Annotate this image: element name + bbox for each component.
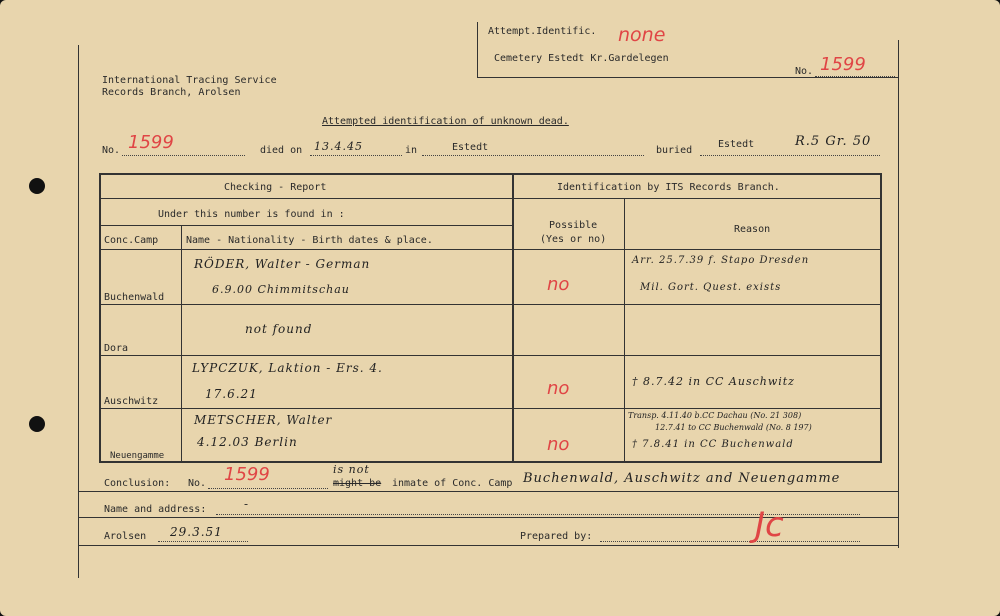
form-title: Attempted identification of unknown dead.	[322, 116, 569, 127]
conclusion-no-label: No.	[188, 478, 207, 489]
row-3-camp: Auschwitz	[104, 396, 159, 407]
col-sep-possible	[624, 199, 625, 462]
buried-value: Estedt	[718, 139, 755, 150]
row-3-birth: 17.6.21	[205, 387, 258, 401]
row-1-reason-2: Mil. Gort. Quest. exists	[640, 282, 782, 293]
header-rule-2	[99, 225, 512, 226]
row-3-name: LYPCZUK, Laktion - Ers. 4.	[192, 361, 383, 375]
punch-hole-bottom	[29, 416, 45, 432]
table-mid-split	[512, 173, 514, 463]
buried-label: buried	[656, 145, 693, 156]
conclusion-struck: might be	[333, 478, 382, 489]
attempt-label: Attempt.Identific.	[488, 26, 597, 37]
date-value: 29.3.51	[170, 525, 223, 539]
cemetery-label: Cemetery Estedt Kr.Gardelegen	[494, 53, 669, 64]
conclusion-rule	[78, 491, 898, 492]
name-address-label: Name and address:	[104, 504, 207, 515]
col-sep-camp	[181, 225, 182, 462]
record-no-value: 1599	[128, 132, 174, 153]
row-4-name: METSCHER, Walter	[194, 413, 333, 427]
conclusion-inserted: is not	[333, 463, 370, 476]
org-line-2: Records Branch, Arolsen	[102, 87, 241, 98]
row-1-reason-1: Arr. 25.7.39 f. Stapo Dresden	[632, 255, 810, 266]
row-4-reason-2: † 7.8.41 in CC Buchenwald	[632, 439, 794, 450]
row-2-camp: Dora	[104, 343, 129, 354]
buried-dots	[700, 155, 880, 156]
row-3-reason-1: † 8.7.42 in CC Auschwitz	[632, 375, 795, 388]
found-in-header: Under this number is found in :	[158, 209, 345, 220]
table-top	[99, 173, 882, 175]
header-box-bottom	[477, 77, 898, 78]
col-possible-header: Possible (Yes or no)	[540, 220, 607, 245]
row-1-name: RÖDER, Walter - German	[194, 257, 371, 271]
attempt-value: none	[618, 24, 666, 46]
col-name-header: Name - Nationality - Birth dates & place.	[186, 235, 433, 246]
row-4-possible: no	[547, 434, 570, 455]
in-label: in	[405, 145, 418, 156]
prepared-label: Prepared by:	[520, 531, 593, 542]
row-4-camp: Neuengamme	[110, 451, 165, 461]
row-4-reason-1b: 12.7.41 to CC Buchenwald (No. 8 197)	[655, 423, 812, 432]
prepared-dots	[600, 541, 860, 542]
in-dots	[422, 155, 644, 156]
left-border	[78, 45, 79, 578]
conclusion-no-dots	[208, 488, 328, 489]
conclusion-rest: inmate of Conc. Camp	[392, 478, 513, 489]
header-box-left	[477, 22, 478, 77]
died-value: 13.4.45	[314, 140, 363, 153]
row-rule-3	[99, 408, 882, 409]
row-4-reason-1: Transp. 4.11.40 b.CC Dachau (No. 21 308)	[628, 411, 802, 420]
row-4-birth: 4.12.03 Berlin	[197, 435, 298, 449]
header-no-label: No.	[795, 66, 814, 77]
header-no-dots	[815, 76, 895, 77]
conclusion-label: Conclusion:	[104, 478, 171, 489]
header-rule-1	[99, 198, 512, 199]
conclusion-no-value: 1599	[224, 464, 270, 485]
table-bottom	[99, 461, 882, 463]
name-address-value: -	[244, 497, 250, 511]
row-rule-2	[99, 355, 882, 356]
identification-header: Identification by ITS Records Branch.	[557, 182, 780, 193]
row-2-name: not found	[245, 322, 313, 336]
conclusion-camps: Buchenwald, Auschwitz and Neuengamme	[523, 471, 841, 486]
row-3-possible: no	[547, 378, 570, 399]
place-label: Arolsen	[104, 531, 147, 542]
prepared-initials: Jc	[755, 505, 784, 545]
row-rule-1	[99, 304, 882, 305]
died-dots	[310, 155, 402, 156]
org-line-1: International Tracing Service	[102, 75, 277, 86]
punch-hole-top	[29, 178, 45, 194]
table-right	[880, 173, 882, 463]
col-camp-header: Conc.Camp	[104, 235, 159, 246]
col-reason-header: Reason	[734, 224, 771, 235]
table-left	[99, 173, 101, 463]
date-dots	[158, 541, 248, 542]
header-rule-1b	[514, 198, 880, 199]
record-no-dots	[122, 155, 245, 156]
prepared-rule	[78, 545, 898, 546]
row-1-birth: 6.9.00 Chimmitschau	[212, 283, 350, 296]
grave-value: R.5 Gr. 50	[795, 134, 872, 149]
row-1-possible: no	[547, 274, 570, 295]
header-rule-3	[99, 249, 882, 250]
checking-report-header: Checking - Report	[224, 182, 327, 193]
in-value: Estedt	[452, 142, 489, 153]
died-label: died on	[260, 145, 303, 156]
header-no-value: 1599	[820, 54, 866, 75]
right-border	[898, 40, 899, 548]
record-no-label: No.	[102, 145, 121, 156]
row-1-camp: Buchenwald	[104, 292, 165, 303]
